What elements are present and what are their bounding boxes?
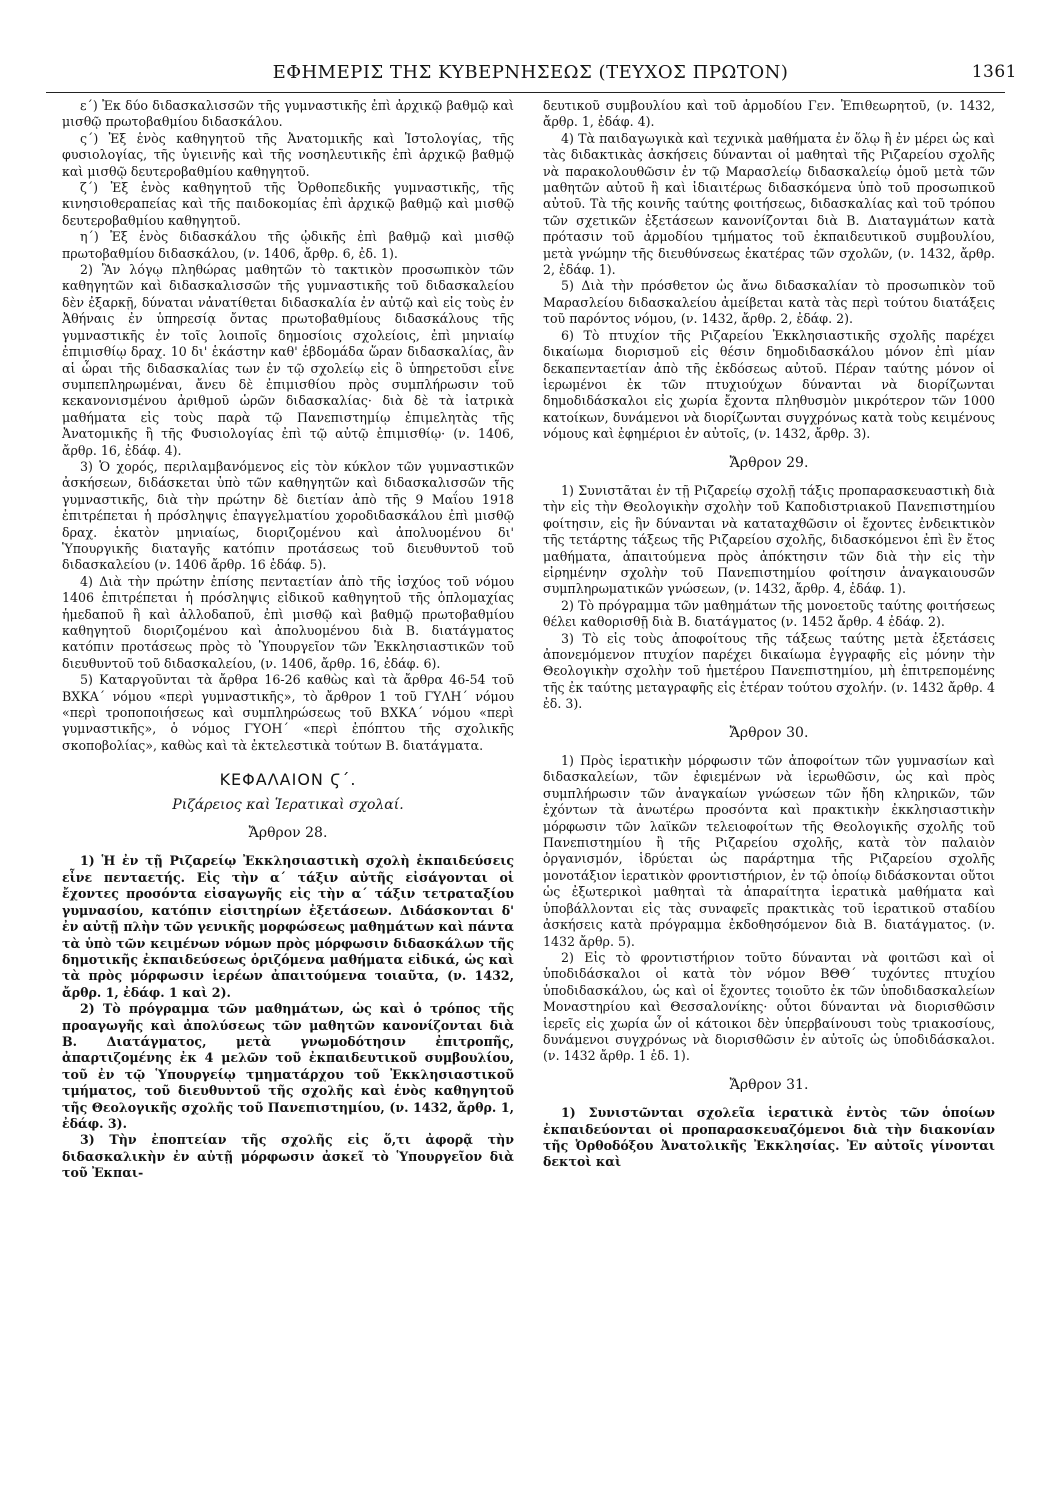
paragraph: δευτικοῦ συμβουλίου καὶ τοῦ ἁρμοδίου Γεν. Ἐπιθεωρητοῦ, (ν. 1432, ἄρθρ. 1, ἐδάφ. 4).	[543, 98, 995, 130]
paragraph: 1) Συνιστῶνται σχολεῖα ἱερατικὰ ἐντὸς τῶν ὁποίων ἐκπαιδεύονται οἱ προπαρασκευαζόμενοι διὰ τὴν διακονίαν τῆς Ὀρθοδόξου Ἀνατολικῆς Ἐκκλησίας. Ἐν αὐτοῖς γίνονται δεκτοὶ καὶ	[543, 1105, 995, 1170]
paragraph: ζ΄) Ἐξ ἑνὸς καθηγητοῦ τῆς Ὀρθοπεδικῆς γυμναστικῆς, τῆς κινησιοθεραπείας καὶ τῆς παιδοκομίας ἐπὶ ἀρχικῷ βαθμῷ καὶ μισθῷ δευτεροβαθμίου καθηγητοῦ.	[62, 180, 514, 228]
paragraph: 2) Τὸ πρόγραμμα τῶν μαθημάτων τῆς μονοετοῦς ταύτης φοιτήσεως θέλει καθορισθῇ διὰ Β. διατάγματος (ν. 1452 ἄρθρ. 4 ἐδάφ. 2).	[543, 597, 995, 630]
article-heading: Ἄρθρον 31.	[729, 1076, 809, 1093]
paragraph: 2) Εἰς τὸ φροντιστήριον τοῦτο δύνανται νὰ φοιτῶσι καὶ οἱ ὑποδιδάσκαλοι οἱ κατὰ τὸν νόμον ΒΘΘ΄ τυχόντες πτυχίου ὑποδιδασκάλου, ὡς καὶ οἱ ἔχοντες τοιοῦτο ἐκ τῶν ὑποδιδασκαλείων Μοναστηρίου καὶ Θεσσαλονίκης· οὗτοι δύνανται νὰ διορισθῶσιν ἱερεῖς εἰς χωρία ὧν οἱ κάτοικοι δὲν ὑπερβαίνουσι τοὺς τριακοσίους, δυνάμενοι συγχρόνως νὰ διορισθῶσιν ἐν αὐτοῖς ὡς ὑποδιδάσκαλοι. (ν. 1432 ἄρθρ. 1 ἐδ. 1).	[543, 949, 995, 1064]
paragraph: 4) Τὰ παιδαγωγικὰ καὶ τεχνικὰ μαθήματα ἐν ὅλῳ ἢ ἐν μέρει ὡς καὶ τὰς διδακτικὰς ἀσκήσεις δύνανται οἱ μαθηταὶ τῆς Ριζαρείου σχολῆς νὰ παρακολουθῶσιν ἐν τῷ Μαρασλείῳ διδασκαλείῳ ὁμοῦ μετὰ τῶν μαθητῶν αὐτοῦ ἢ καὶ ἰδιαιτέρως διδασκόμενα ὑπὸ τοῦ προσωπικοῦ αὐτοῦ. Τὰ τῆς κοινῆς ταύτης φοιτήσεως, διδασκαλίας καὶ τοῦ τρόπου τῶν σχετικῶν ἐξετάσεων κανονίζονται διὰ Β. Διαταγμάτων κατὰ πρότασιν τοῦ ἁρμοδίου τμήματος τοῦ ἐκπαιδευτικοῦ συμβουλίου, μετὰ γνώμην τῆς διευθύνσεως ἑκατέρας τῶν σχολῶν, (ν. 1432, ἄρθρ. 2, ἐδάφ. 1).	[543, 130, 995, 278]
article-heading: Ἄρθρον 29.	[729, 454, 809, 471]
paragraph: 1) Ἡ ἐν τῇ Ριζαρείῳ Ἐκκλησιαστικὴ σχολὴ ἐκπαιδεύσεις εἶνε πενταετής. Εἰς τὴν α΄ τάξιν αὐτῆς εἰσάγονται οἱ ἔχοντες προσόντα εἰσαγωγῆς εἰς τὴν α΄ τάξιν τετραταξίου γυμνασίου, κατόπιν εἰσιτηρίων ἐξετάσεων. Διδάσκονται δ' ἐν αὐτῇ πλὴν τῶν γενικῆς μορφώσεως μαθημάτων καὶ πάντα τὰ ὑπὸ τῶν κειμένων νόμων πρὸς μόρφωσιν διδασκάλων τῆς δημοτικῆς ἐκπαιδεύσεως ὁριζόμενα μαθήματα εἰδικά, ὡς καὶ τὰ πρὸς μόρφωσιν ἱερέων ἀπαιτούμενα τοιαῦτα, (ν. 1432, ἄρθρ. 1, ἐδάφ. 1 καὶ 2).	[62, 853, 514, 1000]
paragraph: 3) Ὁ χορός, περιλαμβανόμενος εἰς τὸν κύκλον τῶν γυμναστικῶν ἀσκήσεων, διδάσκεται ὑπὸ τῶν καθηγητῶν καὶ διδασκαλισσῶν τῆς γυμναστικῆς, διὰ τὴν πρώτην δὲ διετίαν ἀπὸ τῆς 9 Μαΐου 1918 ἐπιτρέπεται ἡ πρόσληψις ἐπαγγελματίου χοροδιδασκάλου ἐπὶ μισθῷ δραχ. ἑκατὸν μηνιαίως, διοριζομένου καὶ ἀπολυομένου δι' Ὑπουργικῆς διαταγῆς κατόπιν προτάσεως τοῦ διευθυντοῦ τοῦ διδασκαλείου (ν. 1406 ἄρθρ. 16 ἐδάφ. 5).	[62, 458, 514, 573]
paragraph: 5) Διὰ τὴν πρόσθετον ὡς ἄνω διδασκαλίαν τὸ προσωπικὸν τοῦ Μαρασλείου διδασκαλείου ἀμείβεται κατὰ τὰς περὶ τούτου διατάξεις τοῦ παρόντος νόμου, (ν. 1432, ἄρθρ. 2, ἐδάφ. 2).	[543, 278, 995, 327]
paragraph: 1) Συνιστᾶται ἐν τῇ Ριζαρείῳ σχολῇ τάξις προπαρασκευαστικὴ διὰ τὴν εἰς τὴν Θεολογικὴν σχολὴν τοῦ Καποδιστριακοῦ Πανεπιστημίου φοίτησιν, εἰς ἣν δύνανται νὰ καταταχθῶσιν οἱ ἔχοντες ἐνδεικτικὸν τῆς τετάρτης τάξεως τῆς Ριζαρείου σχολῆς, διδασκόμενοι ἐπὶ ἓν ἔτος μαθήματα, ἀπαιτούμενα πρὸς ἀπόκτησιν τῶν διὰ τὴν εἰς τὴν εἰρημένην σχολὴν τοῦ Πανεπιστημίου φοίτησιν ἀναγκαιουσῶν συμπληρωματικῶν γνώσεων, (ν. 1432, ἄρθρ. 4, ἐδάφ. 1).	[543, 482, 995, 597]
right-column	[543, 98, 995, 1171]
left-column	[62, 98, 514, 1182]
paragraph: η΄) Ἐξ ἑνὸς διδασκάλου τῆς ᾠδικῆς ἐπὶ βαθμῷ καὶ μισθῷ πρωτοβαθμίου διδασκάλου, (ν. 1406, ἄρθρ. 6, ἐδ. 1).	[62, 229, 514, 261]
paragraph: 3) Τὴν ἐποπτείαν τῆς σχολῆς εἰς ὅ,τι ἀφορᾷ τὴν διδασκαλικὴν ἐν αὐτῇ μόρφωσιν ἀσκεῖ τὸ Ὑπουργεῖον διὰ τοῦ Ἐκπαι-	[62, 1132, 514, 1181]
chapter-heading: ΚΕΦΑΛΑΙΟΝ Ϛ΄.	[219, 770, 357, 790]
paragraph: 2) Ἂν λόγῳ πληθώρας μαθητῶν τὸ τακτικὸν προσωπικὸν τῶν καθηγητῶν καὶ διδασκαλισσῶν τῆς γυμναστικῆς τοῦ διδασκαλείου δὲν ἐξαρκῇ, δύναται νἀνατίθεται διδασκαλία ἐν αὐτῷ καὶ εἰς τοὺς ἐν Ἀθήναις ἐν ὑπηρεσίᾳ ὄντας πρωτοβαθμίους διδασκάλους τῆς γυμναστικῆς ἐν τοῖς λοιποῖς δημοσίοις σχολείοις, ἐπὶ μηνιαίῳ ἐπιμισθίῳ δραχ. 10 δι' ἑκάστην καθ' ἑβδομάδα ὥραν διδασκαλίας, ἂν αἱ ὧραι τῆς διδασκαλίας των ἐν τῷ σχολείῳ εἰς ὃ ὑπηρετοῦσι εἶνε συμπεπληρωμέναι, ἄνευ δὲ ἐπιμισθίου πρὸς συμπλήρωσιν τοῦ κεκανονισμένου ἀριθμοῦ ὡρῶν διδασκαλίας· διὰ δὲ τὰ ἰατρικὰ μαθήματα εἰς τοὺς παρὰ τῷ Πανεπιστημίῳ ἐπιμελητὰς τῆς Ἀνατομικῆς ἢ τῆς Φυσιολογίας ἐπὶ τῷ αὐτῷ ἐπιμισθίῳ· (ν. 1406, ἄρθρ. 16, ἐδάφ. 4).	[62, 262, 514, 458]
paragraph: 5) Καταργοῦνται τὰ ἄρθρα 16-26 καθὼς καὶ τὰ ἄρθρα 46-54 τοῦ ΒΧΚΑ΄ νόμου «περὶ γυμναστικῆς», τὸ ἄρθρον 1 τοῦ ΓΥΛΗ΄ νόμου «περὶ τροποποιήσεως καὶ συμπληρώσεως τοῦ ΒΧΚΑ΄ νόμου «περὶ γυμναστικῆς», ὁ νόμος ΓΥΟΗ΄ «περὶ ἐπόπτου τῆς σχολικῆς σκοποβολίας», καθὼς καὶ τὰ ἐκτελεστικὰ τούτων Β. διατάγματα.	[62, 672, 514, 753]
article-heading: Ἄρθρον 28.	[248, 825, 328, 842]
chapter-subtitle: Ριζάρειος καὶ Ἱερατικαὶ σχολαί.	[172, 796, 404, 813]
page-number: 1361	[971, 62, 1017, 82]
paragraph: 2) Τὸ πρόγραμμα τῶν μαθημάτων, ὡς καὶ ὁ τρόπος τῆς προαγωγῆς καὶ ἀπολύσεως τῶν μαθητῶν κανονίζονται διὰ Β. Διατάγματος, μετὰ γνωμοδότησιν ἐπιτροπῆς, ἀπαρτιζομένης ἐκ 4 μελῶν τοῦ ἐκπαιδευτικοῦ συμβουλίου, τοῦ ἐν τῷ Ὑπουργείῳ τμηματάρχου τοῦ Ἐκκλησιαστικοῦ τμήματος, τοῦ διευθυντοῦ τῆς σχολῆς καὶ ἑνὸς καθηγητοῦ τῆς Θεολογικῆς σχολῆς τοῦ Πανεπιστημίου, (ν. 1432, ἄρθρ. 1, ἐδάφ. 3).	[62, 1001, 514, 1131]
header-rule	[46, 92, 1005, 93]
paragraph: 6) Τὸ πτυχίον τῆς Ριζαρείου Ἐκκλησιαστικῆς σχολῆς παρέχει δικαίωμα διορισμοῦ εἰς θέσιν δημοδιδασκάλου μόνον ἐπὶ μίαν δεκαπενταετίαν ἀπὸ τῆς ἐκδόσεως αὐτοῦ. Πέραν ταύτης μόνον οἱ ἱερωμένοι ἐκ τῶν πτυχιούχων δύνανται νὰ διορίζωνται δημοδιδάσκαλοι εἰς χωρία ἔχοντα πληθυσμὸν μικρότερον τῶν 1000 κατοίκων, δυνάμενοι νὰ διορίζωνται συγχρόνως κατὰ τοὺς κειμένους νόμους καὶ ἐφημέριοι ἐν αὐτοῖς, (ν. 1432, ἄρθρ. 3).	[543, 327, 995, 442]
paragraph: ε΄) Ἐκ δύο διδασκαλισσῶν τῆς γυμναστικῆς ἐπὶ ἀρχικῷ βαθμῷ καὶ μισθῷ πρωτοβαθμίου διδασκάλου.	[62, 98, 514, 130]
paragraph: 4) Διὰ τὴν πρώτην ἐπίσης πενταετίαν ἀπὸ τῆς ἰσχύος τοῦ νόμου 1406 ἐπιτρέπεται ἡ πρόσληψις εἰδικοῦ καθηγητοῦ τῆς ὁπλομαχίας ἡμεδαποῦ ἢ καὶ ἀλλοδαποῦ, ἐπὶ μισθῷ καὶ βαθμῷ πρωτοβαθμίου καθηγητοῦ διοριζομένου καὶ ἀπολυομένου διὰ Β. διατάγματος κατόπιν προτάσεως πρὸς τὸ Ὑπουργεῖον τῶν Ἐκκλησιαστικῶν τοῦ διευθυντοῦ τοῦ διδασκαλείου, (ν. 1406, ἄρθρ. 16, ἐδάφ. 6).	[62, 573, 514, 671]
paragraph: ς΄) Ἐξ ἑνὸς καθηγητοῦ τῆς Ἀνατομικῆς καὶ Ἱστολογίας, τῆς φυσιολογίας, τῆς ὑγιεινῆς καὶ τῆς νοσηλευτικῆς ἐπὶ ἀρχικῷ βαθμῷ καὶ μισθῷ δευτεροβαθμίου καθηγητοῦ.	[62, 130, 514, 179]
paragraph: 1) Πρὸς ἱερατικὴν μόρφωσιν τῶν ἀποφοίτων τῶν γυμνασίων καὶ διδασκαλείων, τῶν ἐφιεμένων νὰ ἱερωθῶσιν, ὡς καὶ πρὸς συμπλήρωσιν τῶν ἀναγκαίων γνώσεων τῶν ἤδη κληρικῶν, τῶν ἐχόντων τὰ ἀνωτέρω προσόντα καὶ πρακτικὴν ἐκκλησιαστικὴν μόρφωσιν τῶν λαϊκῶν τελειοφοίτων τῆς Θεολογικῆς σχολῆς τοῦ Πανεπιστημίου ἢ τῆς Ριζαρείου σχολῆς, κατὰ τὸν παλαιὸν ὀργανισμόν, ἱδρύεται ὡς παράρτημα τῆς Ριζαρείου σχολῆς μονοτάξιον ἱερατικὸν φροντιστήριον, ἐν τῷ ὁποίῳ διδάσκονται οὕτοι ὡς ἐξωτερικοὶ μαθηταὶ τὰ ἀπαραίτητα ἱερατικὰ μαθήματα καὶ ὑποβάλλονται εἰς τὰς συναφεῖς πρακτικὰς τοῦ ἱερατικοῦ σταδίου ἀσκήσεις κατὰ πρόγραμμα ἐκδοθησόμενον διὰ Β. διατάγματος. (ν. 1432 ἄρθρ. 5).	[543, 753, 995, 949]
paragraph: 3) Τὸ εἰς τοὺς ἀποφοίτους τῆς τάξεως ταύτης μετὰ ἐξετάσεις ἀπονεμόμενον πτυχίον παρέχει δικαίωμα ἐγγραφῆς εἰς μόνην τὴν Θεολογικὴν σχολὴν τοῦ ἡμετέρου Πανεπιστημίου, μὴ ἐπιτρεπομένης τῆς ἐκ ταύτης μεταγραφῆς εἰς ἑτέραν τούτου σχολήν. (ν. 1432 ἄρθρ. 4 ἐδ. 3).	[543, 630, 995, 712]
article-heading: Ἄρθρον 30.	[729, 724, 809, 741]
page-header	[40, 62, 1021, 88]
publication-title: ΕΦΗΜΕΡΙΣ ΤΗΣ ΚΥΒΕΡΝΗΣΕΩΣ (ΤΕΥΧΟΣ ΠΡΩΤΟΝ)	[272, 62, 789, 83]
